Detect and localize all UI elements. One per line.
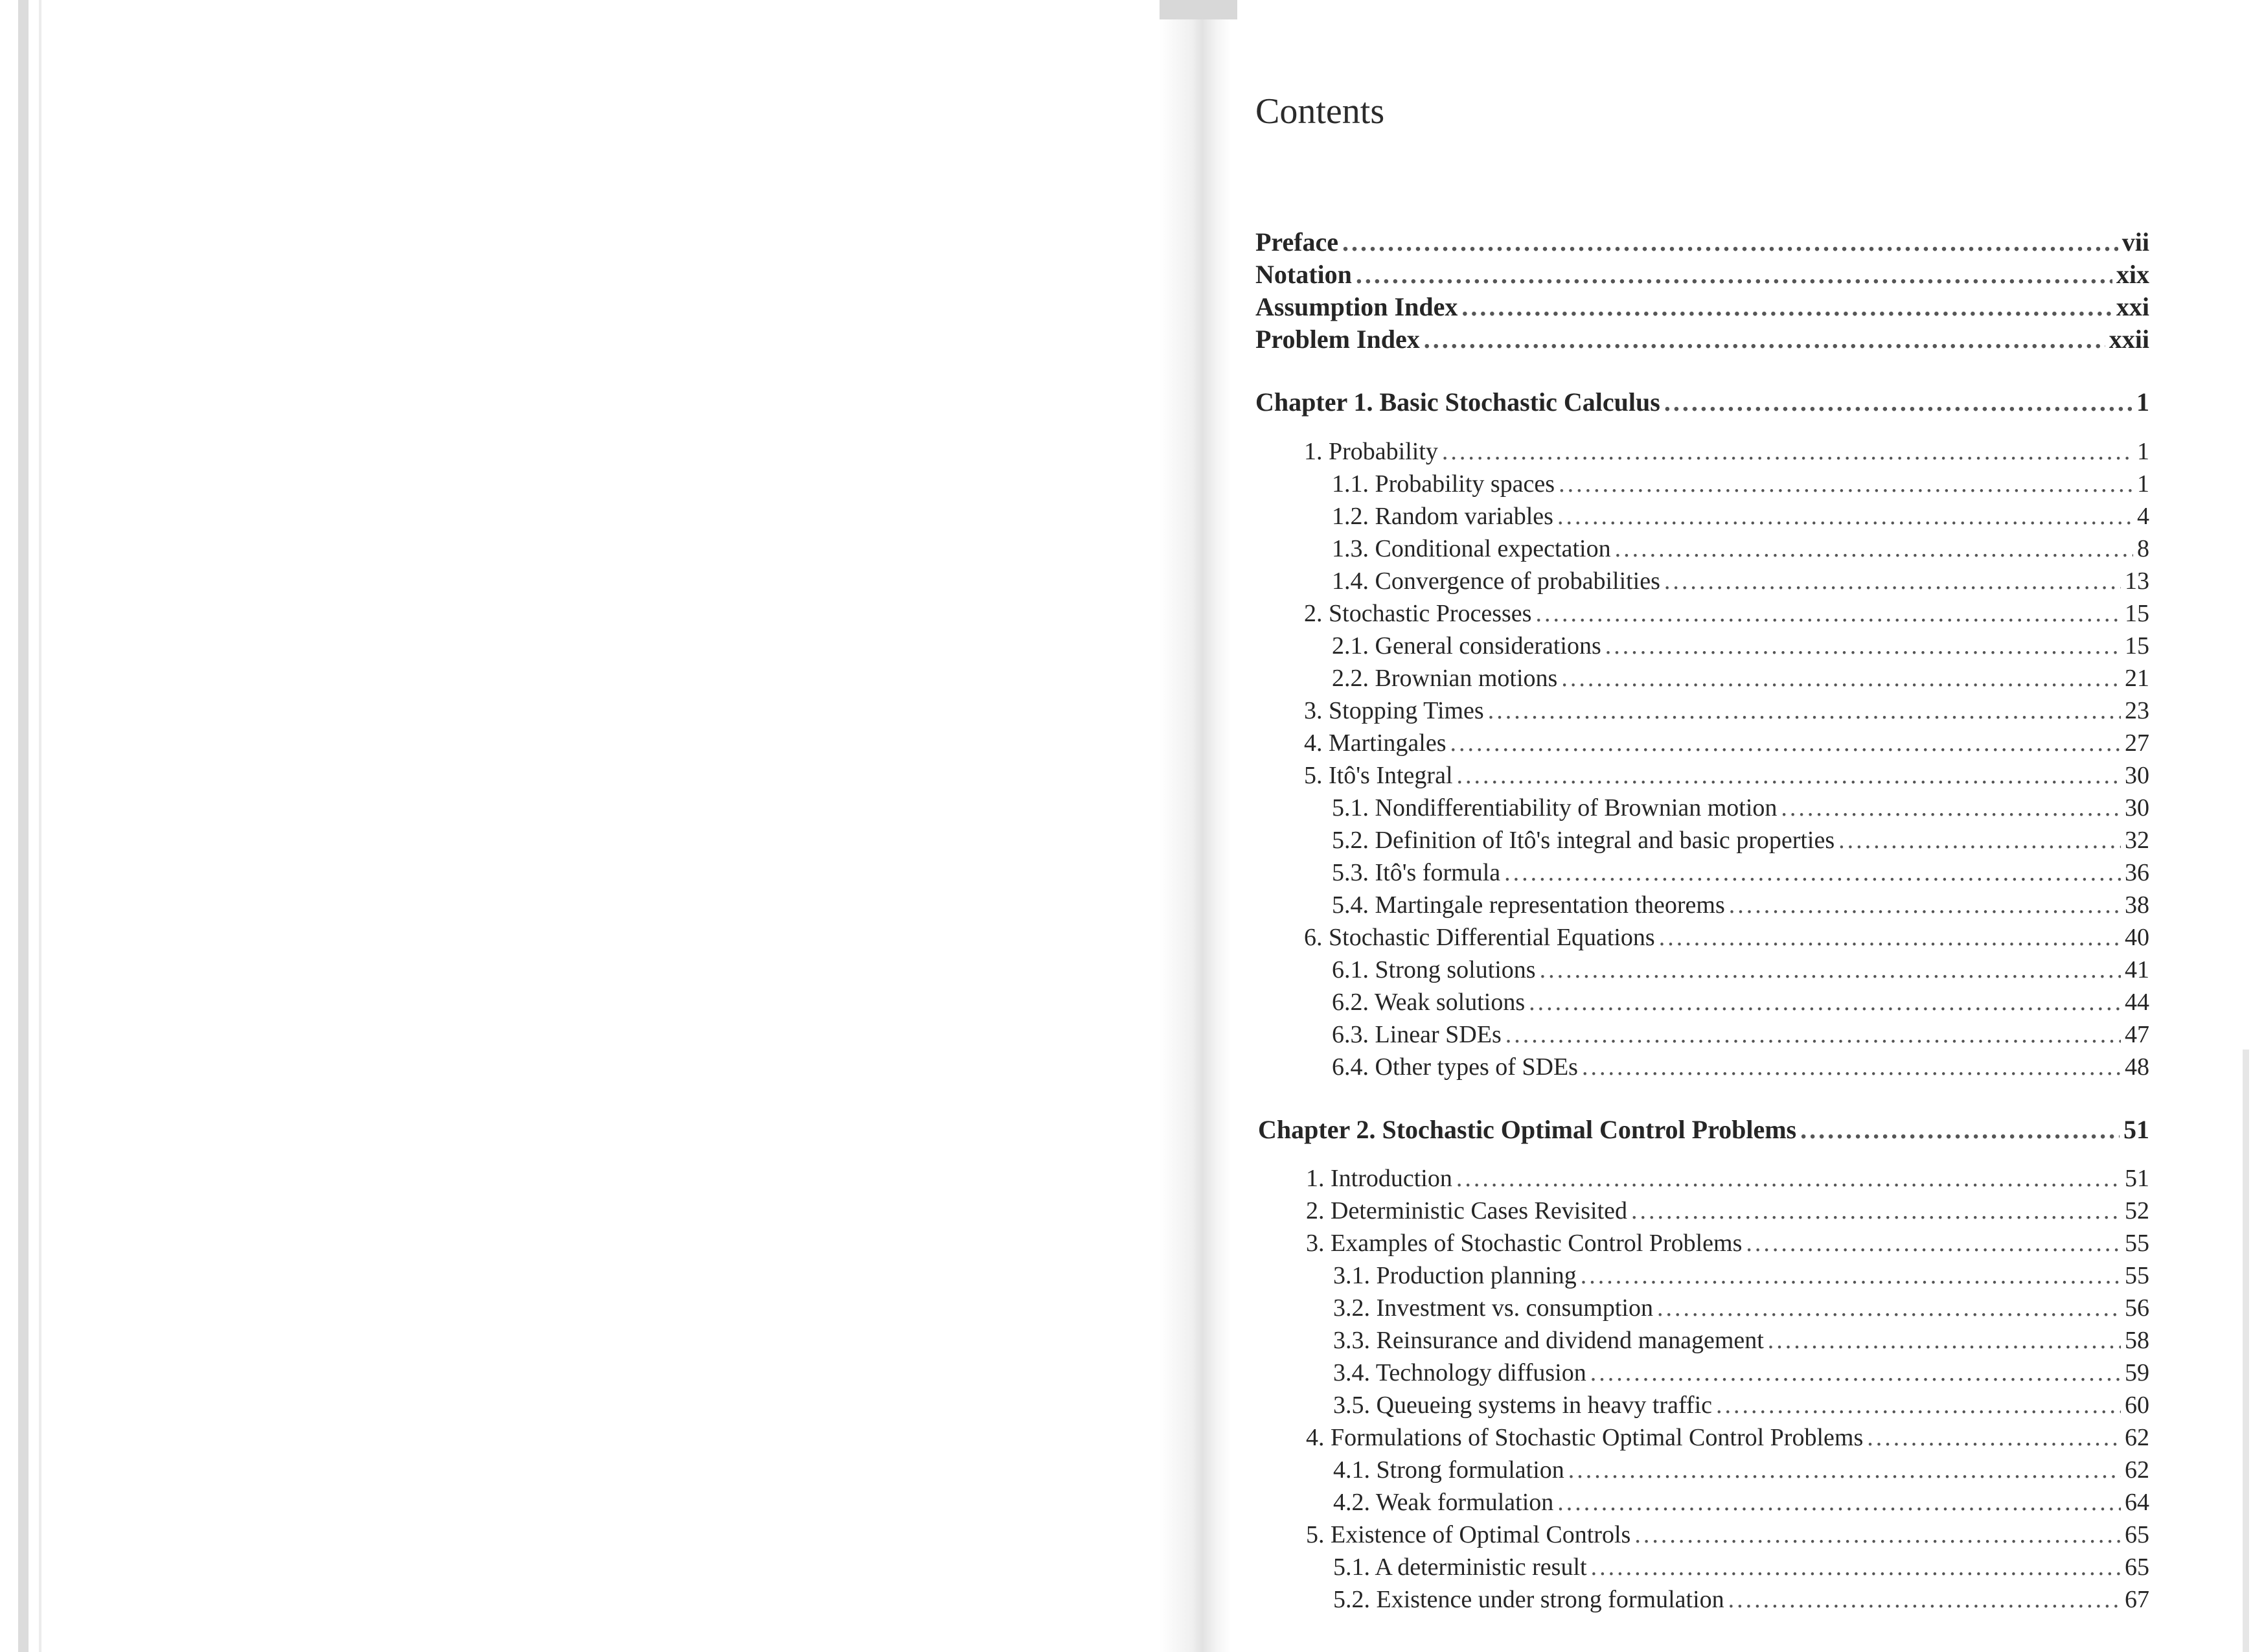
toc-page-number: xxi	[2116, 292, 2149, 321]
dot-leader	[1457, 761, 2121, 790]
toc-page-number: 58	[2125, 1327, 2149, 1354]
dot-leader	[1582, 1053, 2121, 1081]
toc-entry-title: Probability	[1329, 438, 1438, 465]
toc-entry-number: 3.	[1306, 1230, 1325, 1257]
dot-leader	[1634, 1520, 2121, 1549]
left-page-edge	[18, 0, 29, 1652]
toc-page-number: 48	[2125, 1053, 2149, 1081]
toc-entry-number: 6.4.	[1332, 1053, 1369, 1081]
toc-entry-number: 6.3.	[1332, 1021, 1369, 1048]
toc-entry-title: Assumption Index	[1255, 292, 1458, 321]
dot-leader	[1356, 259, 2112, 290]
toc-subsection-entry[interactable]	[1332, 1020, 2149, 1049]
toc-page-number: xxii	[2109, 325, 2149, 354]
toc-entry-label	[1332, 534, 1611, 563]
toc-entry-number: 4.1.	[1333, 1456, 1370, 1484]
toc-page-number: 40	[2125, 924, 2149, 951]
toc-entry-number: 3.	[1304, 697, 1323, 724]
dot-leader	[1716, 1391, 2121, 1419]
contents-page	[1237, 0, 2228, 1652]
toc-subsection-entry[interactable]	[1333, 1359, 2149, 1387]
toc-entry-title: Reinsurance and dividend management	[1376, 1327, 1764, 1354]
dot-leader	[1657, 1294, 2121, 1322]
dot-leader	[1561, 664, 2121, 693]
toc-entry-number: 3.4.	[1333, 1359, 1370, 1386]
toc-subsection-entry[interactable]	[1332, 891, 2149, 919]
toc-entry-title: Probability spaces	[1375, 470, 1555, 498]
toc-section-entry[interactable]	[1304, 923, 2149, 952]
dot-leader	[1505, 1020, 2121, 1049]
toc-entry-title: Random variables	[1375, 503, 1553, 530]
toc-section-entry[interactable]	[1306, 1197, 2149, 1225]
toc-entry-number: 6.	[1304, 924, 1323, 951]
dot-leader	[1659, 923, 2121, 952]
toc-entry-label	[1332, 1020, 1502, 1049]
toc-entry-label	[1332, 891, 1725, 919]
dot-leader	[1442, 437, 2133, 466]
toc-entry-title: Investment vs. consumption	[1376, 1294, 1653, 1322]
toc-entry-title: Other types of SDEs	[1375, 1053, 1578, 1081]
toc-subsection-entry[interactable]	[1332, 502, 2149, 531]
toc-entry-number: 3.2.	[1333, 1294, 1370, 1322]
toc-page-number: 55	[2125, 1262, 2149, 1289]
toc-page-number: 1	[2137, 470, 2149, 498]
toc-page-number: 62	[2125, 1456, 2149, 1484]
toc-entry-title: Preface	[1255, 227, 1339, 257]
toc-subsection-entry[interactable]	[1333, 1391, 2149, 1419]
toc-subsection-entry[interactable]	[1332, 664, 2149, 693]
toc-entry-label	[1304, 761, 1453, 790]
toc-entry-label	[1258, 1114, 1796, 1145]
toc-entry-title: Queueing systems in heavy traffic	[1376, 1392, 1712, 1419]
toc-entry-label	[1255, 324, 1420, 354]
toc-entry-label	[1304, 729, 1447, 757]
book-gutter	[1160, 0, 1231, 1652]
toc-entry-label	[1304, 437, 1438, 466]
toc-entry-title: Weak formulation	[1375, 1489, 1554, 1516]
toc-subsection-entry[interactable]	[1332, 858, 2149, 887]
toc-entry-label	[1333, 1294, 1653, 1322]
toc-section-entry[interactable]	[1304, 696, 2149, 725]
toc-page-number: 55	[2125, 1230, 2149, 1257]
toc-entry-title: Formulations of Stochastic Optimal Control Problems	[1331, 1424, 1864, 1451]
page-title: Contents	[1255, 91, 1385, 132]
toc-entry-number: 5.3.	[1332, 859, 1369, 886]
toc-page-number: vii	[2121, 227, 2149, 257]
toc-chapter-heading[interactable]	[1255, 387, 2149, 417]
toc-entry-label	[1333, 1553, 1587, 1581]
toc-entry-label	[1333, 1488, 1553, 1517]
dot-leader	[1590, 1359, 2121, 1387]
toc-section-entry[interactable]	[1306, 1423, 2149, 1452]
toc-page-number: 30	[2125, 762, 2149, 789]
dot-leader	[1529, 988, 2121, 1016]
dot-leader	[1559, 470, 2133, 498]
toc-page-number: 1	[2137, 438, 2149, 465]
toc-subsection-entry[interactable]	[1332, 826, 2149, 855]
dot-leader	[1631, 1197, 2121, 1225]
toc-subsection-entry[interactable]	[1333, 1488, 2149, 1517]
toc-entry-title: Itô's formula	[1375, 859, 1501, 886]
toc-entry-title: A deterministic result	[1375, 1554, 1587, 1581]
dot-leader	[1781, 794, 2121, 822]
toc-entry-title: Examples of Stochastic Control Problems	[1331, 1230, 1743, 1257]
toc-entry-number: 2.2.	[1332, 665, 1369, 692]
toc-entry-number: 5.	[1304, 762, 1323, 789]
toc-subsection-entry[interactable]	[1332, 1053, 2149, 1081]
toc-subsection-entry[interactable]	[1332, 956, 2149, 984]
toc-entry-label	[1304, 696, 1484, 725]
toc-entry-number: 6.2.	[1332, 989, 1369, 1016]
toc-page-number: 21	[2125, 665, 2149, 692]
toc-section-entry[interactable]	[1304, 729, 2149, 757]
toc-entry-number: 1.	[1306, 1165, 1325, 1192]
toc-entry-number: 5.2.	[1332, 827, 1369, 854]
toc-section-entry[interactable]	[1304, 761, 2149, 790]
toc-entry-label	[1333, 1391, 1712, 1419]
toc-front-entry[interactable]	[1255, 227, 2149, 257]
toc-entry-number: 1.3.	[1332, 535, 1369, 562]
toc-entry-title: Martingales	[1329, 729, 1447, 757]
toc-front-entry[interactable]	[1255, 292, 2149, 322]
toc-entry-title: Problem Index	[1255, 325, 1420, 354]
left-page-edge-line	[39, 0, 41, 1652]
toc-entry-number: 3.3.	[1333, 1327, 1370, 1354]
toc-entry-label	[1332, 826, 1835, 855]
toc-entry-label	[1306, 1423, 1863, 1452]
toc-page-number: 51	[2123, 1115, 2149, 1144]
toc-subsection-entry[interactable]	[1332, 534, 2149, 563]
toc-entry-title: Weak solutions	[1374, 989, 1526, 1016]
toc-entry-title: Nondifferentiability of Brownian motion	[1375, 794, 1778, 821]
toc-entry-label	[1333, 1456, 1564, 1484]
toc-entry-title: General considerations	[1375, 632, 1601, 660]
toc-page-number: 38	[2125, 891, 2149, 919]
dot-leader	[1557, 1488, 2121, 1517]
toc-page-number: 27	[2125, 729, 2149, 757]
toc-page-number: 4	[2137, 503, 2149, 530]
toc-subsection-entry[interactable]	[1332, 632, 2149, 660]
toc-page-number: 60	[2125, 1392, 2149, 1419]
toc-entry-label	[1255, 259, 1352, 290]
toc-entry-label	[1304, 923, 1655, 952]
toc-subsection-entry[interactable]	[1333, 1456, 2149, 1484]
toc-section-entry[interactable]	[1304, 437, 2149, 466]
toc-entry-label	[1332, 1053, 1578, 1081]
toc-entry-number: 2.	[1306, 1197, 1325, 1224]
dot-leader	[1768, 1326, 2121, 1355]
toc-subsection-entry[interactable]	[1333, 1261, 2149, 1290]
toc-entry-title: Stochastic Processes	[1329, 600, 1532, 627]
toc-page-number: xix	[2116, 260, 2149, 289]
toc-entry-title: Stopping Times	[1329, 697, 1484, 724]
toc-subsection-entry[interactable]	[1332, 988, 2149, 1016]
toc-subsection-entry[interactable]	[1332, 567, 2149, 595]
toc-entry-title: Notation	[1255, 260, 1352, 289]
toc-entry-title: Existence under strong formulation	[1376, 1586, 1724, 1613]
toc-entry-title: Convergence of probabilities	[1375, 568, 1660, 595]
toc-entry-label	[1332, 502, 1553, 531]
toc-entry-label	[1332, 470, 1555, 498]
dot-leader	[1867, 1423, 2121, 1452]
toc-entry-label	[1332, 956, 1536, 984]
dot-leader	[1581, 1261, 2121, 1290]
toc-section-entry[interactable]	[1306, 1520, 2149, 1549]
toc-front-entry[interactable]	[1255, 259, 2149, 290]
dot-leader	[1591, 1553, 2121, 1581]
toc-subsection-entry[interactable]	[1333, 1553, 2149, 1581]
toc-subsection-entry[interactable]	[1333, 1585, 2149, 1614]
toc-page-number: 32	[2125, 827, 2149, 854]
toc-subsection-entry[interactable]	[1332, 794, 2149, 822]
toc-entry-title: Stochastic Differential Equations	[1329, 924, 1655, 951]
toc-subsection-entry[interactable]	[1332, 470, 2149, 498]
dot-leader	[1615, 534, 2133, 563]
toc-entry-title: Conditional expectation	[1375, 535, 1611, 562]
toc-entry-title: Technology diffusion	[1375, 1359, 1586, 1386]
toc-entry-title: Production planning	[1376, 1262, 1577, 1289]
toc-section-entry[interactable]	[1304, 599, 2149, 628]
toc-entry-label	[1332, 988, 1525, 1016]
toc-entry-number: 2.	[1304, 600, 1323, 627]
toc-entry-title: Strong formulation	[1376, 1456, 1564, 1484]
dot-leader	[1729, 891, 2121, 919]
toc-entry-title: Martingale representation theorems	[1375, 891, 1725, 919]
toc-entry-label	[1306, 1164, 1452, 1193]
toc-front-entry[interactable]	[1255, 324, 2149, 354]
dot-leader	[1461, 292, 2112, 322]
toc-page-number: 44	[2125, 989, 2149, 1016]
toc-entry-number: 1.2.	[1332, 503, 1369, 530]
toc-entry-label	[1332, 632, 1601, 660]
toc-entry-title: Itô's Integral	[1329, 762, 1453, 789]
toc-entry-label	[1333, 1326, 1764, 1355]
toc-page-number: 65	[2125, 1554, 2149, 1581]
toc-page-number: 59	[2125, 1359, 2149, 1386]
dot-leader	[1488, 696, 2121, 725]
dot-leader	[1540, 956, 2121, 984]
toc-page-number: 13	[2125, 568, 2149, 595]
toc-page-number: 15	[2125, 600, 2149, 627]
toc-entry-label	[1333, 1261, 1577, 1290]
toc-entry-number: 1.	[1304, 438, 1323, 465]
dot-leader	[1456, 1164, 2121, 1193]
toc-entry-number: 3.1.	[1333, 1262, 1370, 1289]
toc-entry-number: 5.4.	[1332, 891, 1369, 919]
toc-chapter-heading[interactable]	[1258, 1114, 2149, 1145]
dot-leader	[1605, 632, 2121, 660]
toc-entry-number: 3.5.	[1333, 1392, 1370, 1419]
toc-entry-label	[1333, 1359, 1586, 1387]
toc-entry-title: Deterministic Cases Revisited	[1331, 1197, 1628, 1224]
toc-entry-label	[1332, 794, 1777, 822]
toc-entry-label	[1332, 858, 1500, 887]
toc-entry-number: 5.	[1306, 1521, 1325, 1548]
toc-entry-title: Existence of Optimal Controls	[1331, 1521, 1631, 1548]
toc-entry-title: Chapter 2. Stochastic Optimal Control Problems	[1258, 1115, 1797, 1144]
dot-leader	[1504, 858, 2121, 887]
toc-page-number: 30	[2125, 794, 2149, 821]
toc-entry-label	[1332, 664, 1557, 693]
toc-entry-number: 6.1.	[1332, 956, 1369, 983]
toc-entry-title: Introduction	[1331, 1165, 1452, 1192]
toc-entry-label	[1332, 567, 1660, 595]
toc-section-entry[interactable]	[1306, 1229, 2149, 1257]
toc-entry-number: 4.2.	[1333, 1489, 1370, 1516]
toc-entry-number: 4.	[1306, 1424, 1325, 1451]
toc-page-number: 64	[2125, 1489, 2149, 1516]
toc-page-number: 51	[2125, 1165, 2149, 1192]
toc-entry-label	[1255, 292, 1458, 322]
toc-page-number: 56	[2125, 1294, 2149, 1322]
toc-page-number: 65	[2125, 1521, 2149, 1548]
toc-entry-label	[1255, 227, 1338, 257]
toc-entry-title: Linear SDEs	[1375, 1021, 1502, 1048]
toc-entry-number: 4.	[1304, 729, 1323, 757]
toc-entry-number: 2.1.	[1332, 632, 1369, 660]
right-page-edge	[2243, 1050, 2249, 1652]
toc-entry-title: Chapter 1. Basic Stochastic Calculus	[1255, 387, 1660, 417]
toc-entry-label	[1333, 1585, 1724, 1614]
toc-section-entry[interactable]	[1306, 1164, 2149, 1193]
toc-page-number: 41	[2125, 956, 2149, 983]
toc-entry-label	[1306, 1520, 1630, 1549]
toc-page-number: 8	[2137, 535, 2149, 562]
dot-leader	[1728, 1585, 2121, 1614]
toc-entry-number: 1.1.	[1332, 470, 1369, 498]
gutter-shadow	[1160, 0, 1237, 19]
toc-subsection-entry[interactable]	[1333, 1294, 2149, 1322]
toc-subsection-entry[interactable]	[1333, 1326, 2149, 1355]
dot-leader	[1535, 599, 2121, 628]
toc-page-number: 67	[2125, 1586, 2149, 1613]
toc-page-number: 47	[2125, 1021, 2149, 1048]
dot-leader	[1557, 502, 2133, 531]
toc-page-number: 1	[2136, 387, 2149, 417]
toc-entry-number: 1.4.	[1332, 568, 1369, 595]
toc-entry-number: 5.1.	[1333, 1554, 1370, 1581]
dot-leader	[1424, 324, 2105, 354]
toc-page-number: 62	[2125, 1424, 2149, 1451]
toc-page-number: 23	[2125, 697, 2149, 724]
toc-entry-label	[1306, 1197, 1627, 1225]
toc-page-number: 52	[2125, 1197, 2149, 1224]
toc-entry-title: Brownian motions	[1375, 665, 1558, 692]
dot-leader	[1342, 227, 2118, 257]
toc-entry-title: Strong solutions	[1375, 956, 1536, 983]
dot-leader	[1838, 826, 2121, 855]
toc-entry-label	[1255, 387, 1660, 417]
toc-page-number: 36	[2125, 859, 2149, 886]
dot-leader	[1664, 387, 2133, 417]
toc-entry-number: 5.2.	[1333, 1586, 1370, 1613]
toc-page-number: 15	[2125, 632, 2149, 660]
toc-entry-title: Definition of Itô's integral and basic properties	[1375, 827, 1835, 854]
dot-leader	[1568, 1456, 2121, 1484]
toc-entry-label	[1304, 599, 1531, 628]
dot-leader	[1800, 1114, 2120, 1145]
dot-leader	[1746, 1229, 2121, 1257]
dot-leader	[1450, 729, 2121, 757]
toc-entry-label	[1306, 1229, 1742, 1257]
dot-leader	[1664, 567, 2121, 595]
toc-entry-number: 5.1.	[1332, 794, 1369, 821]
